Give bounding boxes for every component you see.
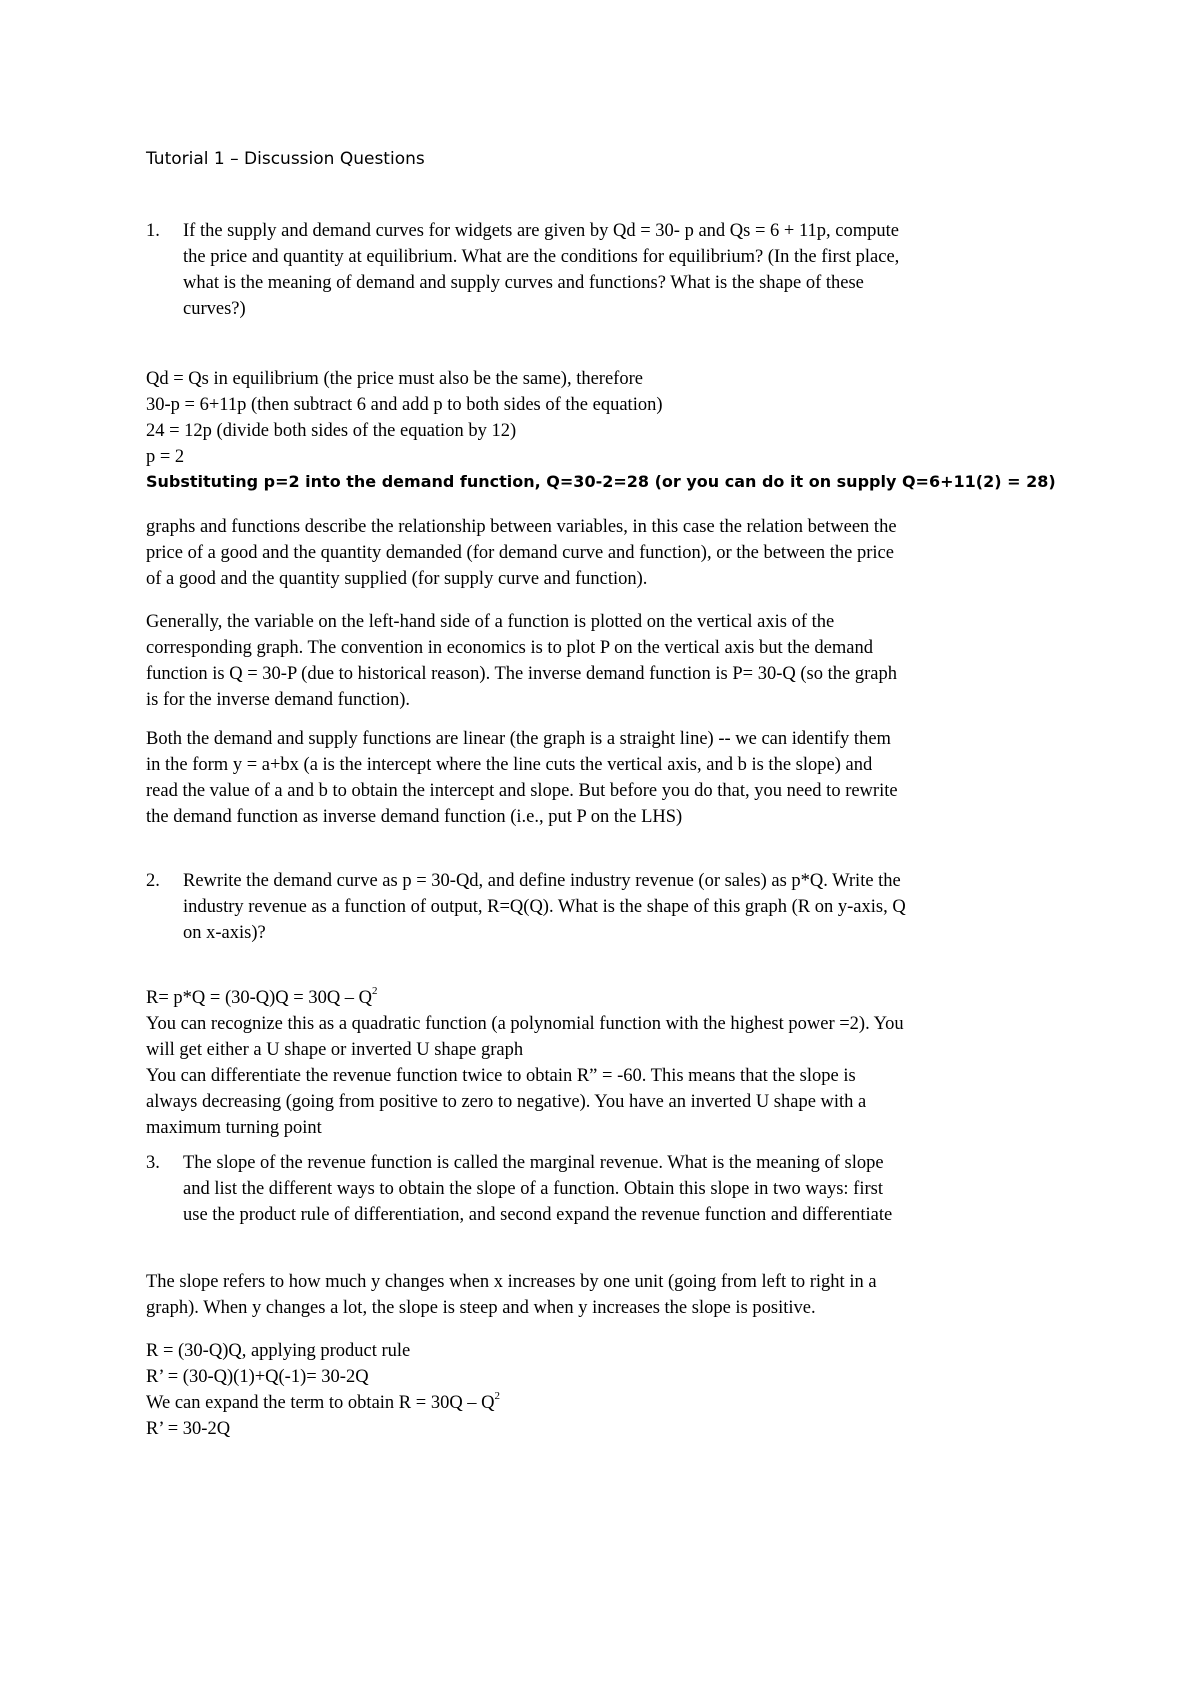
text-line: You can recognize this as a quadratic function (a polynomial function with the highest power =2). You [146,1014,904,1034]
equation-text: We can expand the term to obtain R = 30Q – Q [146,1393,495,1413]
text-line: maximum turning point [146,1118,322,1138]
answer-1-calculation [146,366,1076,470]
text-line: will get either a U shape or inverted U shape graph [146,1040,524,1060]
question-1 [146,218,1076,322]
question-text [183,218,1076,322]
equation-text: R= p*Q = (30-Q)Q = 30Q – Q [146,988,373,1008]
text-line: industry revenue as a function of output, R=Q(Q). What is the shape of this graph (R on y-axis, Q [183,897,906,917]
text-line: R’ = (30-Q)(1)+Q(-1)= 30-2Q [146,1367,369,1387]
text-line: Generally, the variable on the left-hand side of a function is plotted on the vertical axis of the [146,612,835,632]
answer-1-substitution: Substituting p=2 into the demand function, Q=30-2=28 (or you can do it on supply Q=6+11(2) = 28) [146,472,1056,491]
text-line: The slope refers to how much y changes when x increases by one unit (going from left to right in a [146,1272,877,1292]
text-line: always decreasing (going from positive to zero to negative). You have an inverted U shape with a [146,1092,867,1112]
text-line: and list the different ways to obtain the slope of a function. Obtain this slope in two ways: first [183,1179,883,1199]
page-title: Tutorial 1 – Discussion Questions [146,149,425,169]
revenue-equation [146,985,1076,1011]
question-2 [146,868,1076,946]
answer-3-slope-paragraph [146,1269,1076,1321]
exponent: 2 [494,1389,501,1402]
text-line: graph). When y changes a lot, the slope is steep and when y increases the slope is positive. [146,1298,816,1318]
text-line: in the form y = a+bx (a is the intercept where the line cuts the vertical axis, and b is the slope) and [146,755,873,775]
exponent: 2 [372,984,378,997]
text-line: 30-p = 6+11p (then subtract 6 and add p to both sides of the equation) [146,395,663,415]
text-line: of a good and the quantity supplied (for supply curve and function). [146,569,648,589]
text-line: the demand function as inverse demand function (i.e., put P on the LHS) [146,807,683,827]
question-3 [146,1150,1076,1228]
text-line: The slope of the revenue function is called the marginal revenue. What is the meaning of slope [183,1153,884,1173]
text-line: If the supply and demand curves for widgets are given by Qd = 30- p and Qs = 6 + 11p, compute [183,221,899,241]
question-number: 2. [146,871,160,891]
answer-2 [146,985,1076,1141]
answer-3-calculation [146,1338,1076,1442]
question-text [183,1150,1076,1228]
question-number: 3. [146,1153,160,1173]
text-line: price of a good and the quantity demanded (for demand curve and function), or the between the price [146,543,894,563]
question-text [183,868,1076,946]
text-line: what is the meaning of demand and supply curves and functions? What is the shape of these [183,273,864,293]
text-line: read the value of a and b to obtain the intercept and slope. But before you do that, you need to rewrite [146,781,898,801]
text-line: curves?) [183,299,246,319]
answer-1-general-paragraph [146,609,1076,713]
text-line: Rewrite the demand curve as p = 30-Qd, and define industry revenue (or sales) as p*Q. Write the [183,871,901,891]
answer-1-graphs-paragraph [146,514,1076,592]
text-line: is for the inverse demand function). [146,690,411,710]
text-line: on x-axis)? [183,923,266,943]
text-line: 24 = 12p (divide both sides of the equation by 12) [146,421,517,441]
text-line: corresponding graph. The convention in economics is to plot P on the vertical axis but the demand [146,638,873,658]
text-line: the price and quantity at equilibrium. What are the conditions for equilibrium? (In the first place, [183,247,900,267]
text-line: R’ = 30-2Q [146,1419,231,1439]
answer-1-linear-paragraph [146,726,1076,830]
text-line: R = (30-Q)Q, applying product rule [146,1341,411,1361]
text-line: Qd = Qs in equilibrium (the price must also be the same), therefore [146,369,643,389]
question-number: 1. [146,221,160,241]
text-line: Both the demand and supply functions are linear (the graph is a straight line) -- we can identify them [146,729,891,749]
text-line: You can differentiate the revenue function twice to obtain R” = -60. This means that the slope is [146,1066,856,1086]
text-line: p = 2 [146,447,185,467]
text-line: function is Q = 30-P (due to historical reason). The inverse demand function is P= 30-Q (so the graph [146,664,897,684]
text-line: use the product rule of differentiation, and second expand the revenue function and differentiate [183,1205,893,1225]
text-line: graphs and functions describe the relationship between variables, in this case the relation between the [146,517,897,537]
expanded-equation [146,1390,1076,1416]
